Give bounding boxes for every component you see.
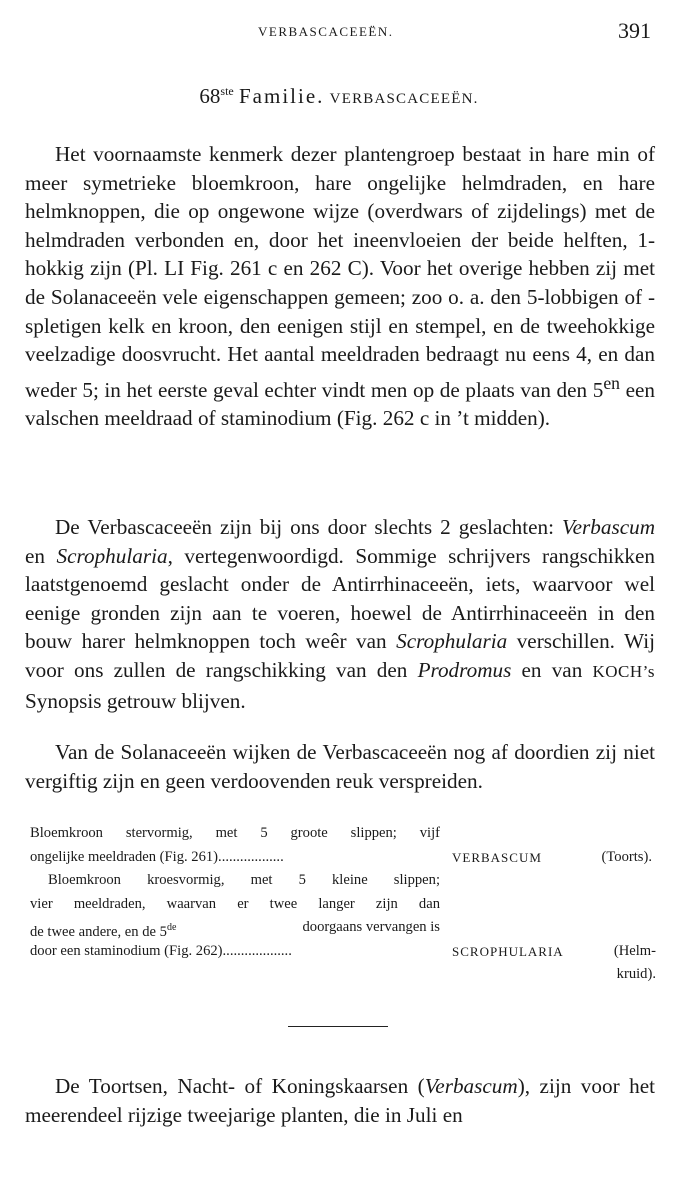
- key-common-name-cont: kruid).: [616, 966, 656, 982]
- key-text: door een staminodium (Fig. 262)...................: [30, 942, 292, 959]
- key-line-7: [30, 963, 660, 987]
- paragraph-2-text-b: en: [25, 543, 45, 568]
- key-text: Bloemkroon stervormig, met 5 groote slippen; vijf: [30, 825, 440, 841]
- family-word: Familie.: [239, 84, 325, 108]
- key-superscript: de: [166, 922, 177, 933]
- paragraph-1-superscript: en: [603, 372, 620, 393]
- paragraph-comparison: [25, 738, 655, 795]
- family-name: VERBASCACEEËN.: [329, 91, 479, 107]
- key-common-name: (Helm-: [613, 942, 656, 959]
- key-line-1: [30, 822, 660, 846]
- paragraph-1-number: 5: [592, 377, 604, 402]
- running-title: VERBASCACEEËN.: [258, 24, 394, 39]
- paragraph-2-text-f: Synopsis getrouw blijven.: [25, 688, 246, 713]
- identification-key: [30, 822, 660, 987]
- work-prodromus: Prodromus: [417, 657, 512, 682]
- key-line-5: [30, 916, 660, 940]
- paragraph-toortsen: [25, 1072, 655, 1129]
- paragraph-1-tail: een valschen meeldraad of staminodium (Fig. 262 c in ’t midden).: [25, 377, 655, 431]
- key-line-3: [30, 869, 660, 893]
- key-line-6: [30, 940, 660, 964]
- key-genus-verbascum: VERBASCUM: [452, 849, 542, 865]
- key-line-2: [30, 846, 660, 870]
- paragraph-4-text-a: De Toortsen, Nacht- of Koningskaarsen (: [55, 1074, 425, 1098]
- genus-verbascum-3: Verbascum: [424, 1074, 518, 1098]
- key-common-name: (Toorts).: [601, 848, 652, 865]
- paragraph-1-text: Het voornaamste kenmerk dezer plantengroep bestaat in hare min of meer symetrieke bloemkroon, hare ongelijke helmdraden, en hare helmknoppen, die op ongewone wijze (overdwars of zijdelings) met de helmdraden verbonden en, door het ineenvloeien der beide helften, 1-hokkig zijn (Pl. LI Fig. 261 c en 262 C). Voor het overige hebben zij met de Solanaceeën vele eigenschappen gemeen; zoo o. a. den 5-lobbigen of -spletigen kelk en kroon, den eenigen stijl en stempel, en de tweehokkige veelzadige doosvrucht. Het aantal meeldraden bedraagt nu eens 4, en dan weder 5; in het eerste geval echter vindt men op de plaats van den: [25, 142, 655, 402]
- paragraph-3-text: Van de Solanaceeën wijken de Verbascaceeën nog af doordien zij niet vergiftig zijn en geen verdoovenden reuk verspreiden.: [25, 740, 655, 793]
- section-divider: [288, 1026, 388, 1027]
- paragraph-2-text-e: en van: [521, 657, 583, 682]
- paragraph-2-text-a: De Verbascaceeën zijn bij ons door slechts 2 geslachten:: [55, 515, 555, 539]
- genus-scrophularia-2: Scrophularia: [396, 629, 508, 654]
- author-koch: KOCH’s: [592, 661, 656, 681]
- family-heading: [0, 84, 678, 109]
- key-text: Bloemkroon kroesvormig, met 5 kleine slippen;: [48, 872, 440, 888]
- key-genus-scrophularia: SCROPHULARIA: [452, 943, 564, 959]
- paragraph-characteristics: [25, 140, 655, 433]
- page-header: [0, 18, 678, 48]
- paragraph-2-text-d: verschillen. Wij voor ons zullen de rangschikking van den: [25, 629, 655, 682]
- paragraph-4-text-b: ), zijn voor het meerendeel rijzige tweejarige planten, die in Juli en: [25, 1074, 655, 1127]
- paragraph-genera: [25, 513, 655, 715]
- family-number-suffix: ste: [220, 84, 234, 98]
- key-text-b: doorgaans vervangen is: [302, 919, 440, 935]
- page-number: 391: [618, 18, 651, 43]
- genus-verbascum: Verbascum: [562, 515, 656, 539]
- key-text: vier meeldraden, waarvan er twee langer zijn dan: [30, 895, 440, 912]
- family-number: 68: [199, 84, 221, 108]
- paragraph-2-text-c: , vertegenwoordigd. Sommige schrijvers rangschikken laatstgenoemd geslacht onder de Antirrhinaceeën, iets, waarvoor wel eenige gronden zijn aan te voeren, hoewel de Antirrhinaceeën in den bouw harer helmknoppen toch weêr van: [25, 543, 655, 654]
- key-line-4: [30, 893, 660, 917]
- key-text-a: de twee andere, en de 5: [30, 923, 167, 940]
- key-text: ongelijke meeldraden (Fig. 261)..................: [30, 848, 284, 865]
- genus-scrophularia: Scrophularia: [56, 543, 168, 568]
